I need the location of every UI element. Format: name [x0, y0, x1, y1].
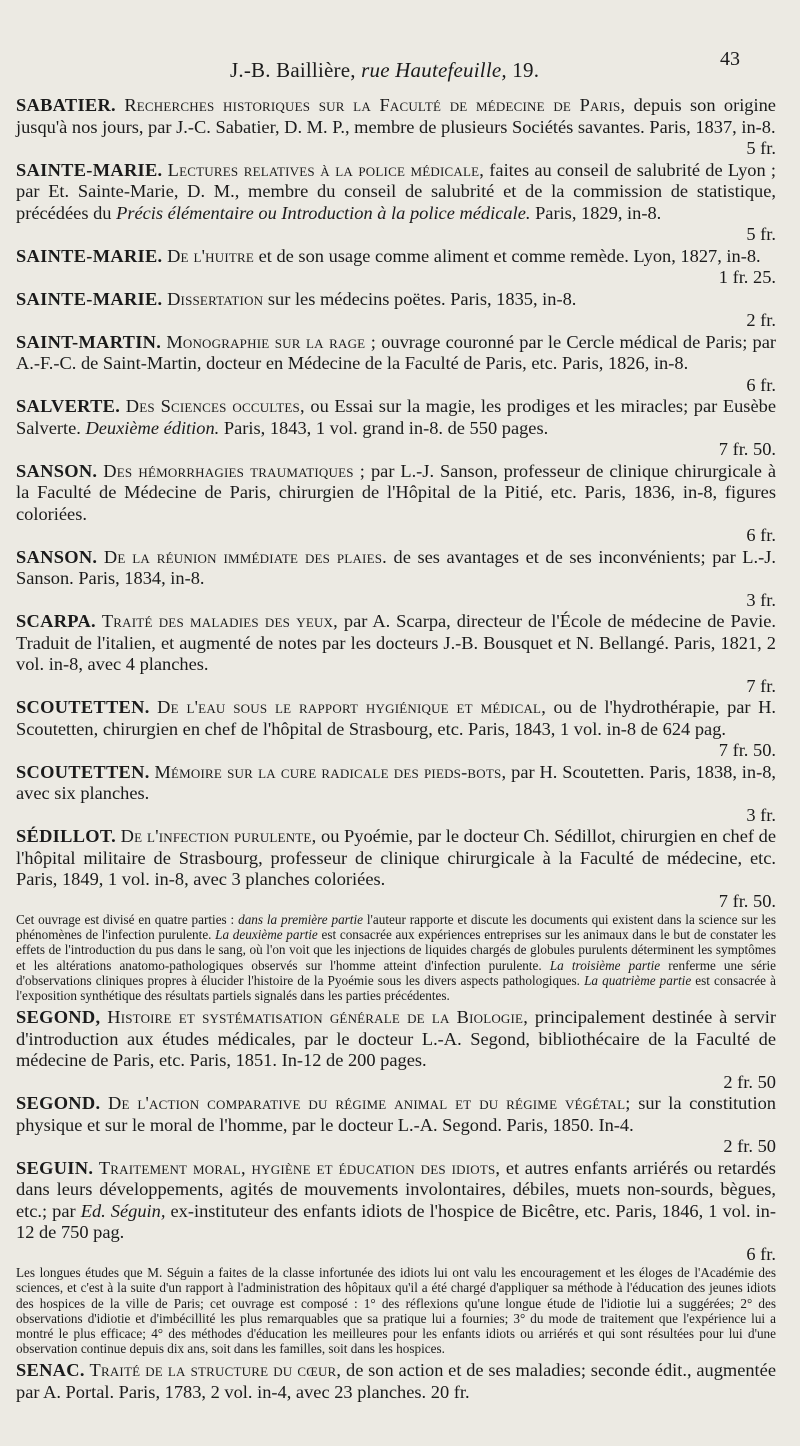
entry-sainte-marie-3 — [16, 289, 776, 332]
entry-author: SCARPA. — [16, 611, 96, 631]
entry-author: SABATIER. — [16, 95, 116, 115]
entry-body: depuis son origine jusqu'à nos jours, par J.-C. Sabatier, D. M. P., membre de plusieurs Sociétés savantes. Paris, 1837, in-8. — [16, 95, 776, 137]
entry-author: SCOUTETTEN. — [16, 697, 150, 717]
entry-body: principalement destinée à servir d'introduction aux études médicales, par le docteur L.-A. Segond, bibliothécaire de la Faculté de médecine de Paris, etc. Paris, 1851. In-12 de 200 pages. — [16, 1007, 776, 1071]
entry-author: SANSON. — [16, 546, 98, 567]
catalog-entries — [16, 95, 776, 1403]
entry-author: SEGOND. — [16, 1093, 101, 1114]
entry-body-end: Paris, 1829, in-8. — [535, 202, 662, 223]
entry-body-end: Paris, 1843, 1 vol. grand in-8. de 550 pages. — [223, 417, 549, 438]
note-italic: La quatrième partie — [584, 972, 692, 988]
entry-title: Des Sciences occultes, — [125, 396, 305, 416]
note-italic: La deuxième partie — [215, 927, 318, 943]
entry-scoutetten-2 — [16, 762, 776, 827]
entry-author: SEGUIN. — [16, 1157, 94, 1178]
entry-price: 7 fr. — [746, 675, 776, 696]
entry-salverte — [16, 396, 776, 461]
entry-price: 5 fr. — [746, 224, 776, 244]
entry-body: ou Essai sur la magie, les prodiges et les miracles; par Eusèbe Salverte. — [16, 396, 776, 438]
entry-price: 6 fr. — [746, 374, 776, 395]
entry-body-end: ex-instituteur des enfants idiots de l'hospice de Bicêtre, etc. Paris, 1846, 1 vol. in-12 de 750 pag. — [16, 1200, 776, 1243]
entry-body: et de son usage comme aliment et comme remède. Lyon, 1827, in-8. — [258, 245, 761, 266]
note-text: renferme une série d'observations cliniques propres à élucider l'histoire de la Pyoémie sous les divers aspects pathologiques. — [16, 957, 776, 988]
entry-author: SANSON. — [16, 460, 98, 481]
entry-body: ou de l'hydrothérapie, par H. Scoutetten, chirurgien en chef de l'hôpital de Strasbourg, etc. Paris, 1843, 1 vol. in-8 de 624 pag. — [16, 697, 776, 739]
running-header — [0, 48, 800, 98]
running-title — [230, 58, 539, 83]
entry-body: ou Pyoémie, par le docteur Ch. Sédillot, chirurgien en chef de l'hôpital militaire de Strasbourg, professeur de clinique chirurgicale à la Faculté de médecine, etc. Paris, 1849, 1 vol. in-8, avec 3 planches coloriées. — [16, 826, 776, 889]
entry-sabatier — [16, 95, 776, 160]
entry-price: 5 fr. — [746, 138, 776, 158]
publisher-name: J.-B. Baillière, — [230, 58, 356, 82]
entry-body: par L.-J. Sanson, professeur de clinique chirurgicale à la Faculté de Médecine de Paris, chirurgien de l'Hôpital de la Pitié, etc. Paris, 1836, in-8, figures coloriées. — [16, 460, 776, 524]
note-italic: La troisième partie — [549, 957, 661, 973]
entry-price: 7 fr. 50. — [718, 740, 776, 760]
entry-price: 3 fr. — [746, 804, 776, 825]
page-number: 43 — [720, 48, 740, 70]
entry-italic: Précis élémentaire ou Introduction à la police médicale. — [116, 202, 531, 223]
entry-sainte-marie-1 — [16, 160, 776, 246]
entry-italic: Ed. Séguin, — [80, 1200, 166, 1221]
entry-title: De l'eau sous le rapport hygiénique et médical, — [157, 697, 546, 717]
entry-price: 7 fr. 50. — [718, 439, 776, 459]
entry-title: Des hémorrhagies traumatiques ; — [103, 460, 366, 481]
entry-price: 2 fr. 50 — [723, 1071, 776, 1092]
entry-body: de son action et de ses maladies; seconde édit., augmentée par A. Portal. Paris, 1783, 2 vol. in-4, avec 23 planches. — [16, 1360, 776, 1402]
entry-sanson-2 — [16, 547, 776, 612]
entry-body: et autres enfants arriérés ou retardés dans leurs développements, agités de mouvements involontaires, débiles, muets non-sourds, bègues, etc.; par — [16, 1157, 776, 1221]
street-name: rue Hautefeuille, — [361, 58, 507, 82]
entry-price: 3 fr. — [746, 589, 776, 610]
entry-title: Recherches historiques sur la Faculté de médecine de Paris, — [124, 95, 626, 115]
entry-author: SAINTE-MARIE. — [16, 245, 163, 266]
entry-title: Traité de la structure du cœur, — [89, 1360, 342, 1381]
entry-body: sur la constitution physique et sur le moral de l'homme, par le docteur L.-A. Segond. Paris, 1850. In-4. — [16, 1093, 776, 1135]
entry-body: de ses avantages et de ses inconvénients; par L.-J. Sanson. Paris, 1834, in-8. — [16, 546, 776, 588]
note-sedillot — [16, 912, 776, 1003]
note-seguin: Les longues études que M. Séguin a faites de la classe infortunée des idiots lui ont valu les encouragement et les éloges de l'Académie des sciences, et c'est à la suite d'un rapport à l'administration des hôpitaux qu'il a été chargé d'appliquer sa méthode à l'éducation des jeunes idiots des hospices de la ville de Paris; cet ouvrage est composé : 1° des réflexions qu'une longue étude de l'idiotie lui a suggérées; 2° des observations d'idiotie et d'imbécillité les plus remarquables que sa pratique lui a fournies; 3° du mode de traitement que l'expérience lui a montré le plus efficace; 4° des méthodes d'éducation les meilleures pour les enfants idiots ou arriérés et qui sont résultées pour lui d'une observation continue depuis dix ans, soit dans les familles, soit dans les hospices. — [16, 1265, 776, 1357]
entry-title: De l'action comparative du régime animal et du régime végétal; — [107, 1093, 631, 1114]
entry-seguin — [16, 1158, 776, 1266]
entry-sainte-marie-2 — [16, 246, 776, 289]
entry-senac — [16, 1360, 776, 1403]
entry-title: De l'huitre — [167, 245, 254, 266]
entry-title: Mémoire sur la cure radicale des pieds-bots, — [154, 761, 507, 782]
entry-price: 20 fr. — [430, 1381, 470, 1402]
entry-body: par H. Scoutetten. Paris, 1838, in-8, avec six planches. — [16, 761, 777, 803]
entry-sedillot — [16, 826, 776, 912]
entry-italic: Deuxième édition. — [85, 417, 220, 438]
entry-price: 1 fr. 25. — [718, 267, 776, 287]
entry-author: SCOUTETTEN. — [16, 761, 150, 782]
entry-title: Dissertation — [167, 288, 264, 309]
entry-price: 2 fr. — [746, 310, 776, 330]
entry-saint-martin — [16, 332, 776, 397]
entry-segond-2 — [16, 1093, 776, 1158]
entry-segond-1 — [16, 1007, 776, 1093]
entry-title: Traitement moral, hygiène et éducation des idiots, — [98, 1157, 501, 1178]
entry-price: 6 fr. — [746, 1243, 776, 1264]
entry-title: Histoire et systématisation générale de la Biologie, — [107, 1007, 528, 1028]
entry-title: De la réunion immédiate des plaies. — [103, 546, 387, 567]
note-text: est consacrée aux expériences entreprises sur les animaux dans le but de constater les effets de l'introduction du pus dans le sang, où l'on voit que les injections de liquides chargés de globules purulents déterminent les symptômes et les altérations anatomo-pathologiques observés sur l'homme atteint d'infection purulente. — [16, 927, 777, 973]
entry-author: SAINTE-MARIE. — [16, 288, 163, 309]
entry-price: 7 fr. 50. — [718, 890, 776, 911]
note-text: est consacrée à l'exposition synthétique des résultats partiels signalés dans les parties précédentes. — [16, 972, 776, 1004]
note-italic: dans la première partie — [238, 912, 363, 927]
entry-price: 6 fr. — [746, 525, 776, 545]
note-text: l'auteur rapporte et discute les documents qui existent dans la science sur les phénomènes de l'infection purulente. — [16, 912, 776, 943]
entry-author: SEGOND, — [16, 1007, 101, 1028]
entry-author: SALVERTE. — [16, 396, 121, 416]
entry-author: SÉDILLOT. — [16, 826, 116, 846]
entry-scarpa — [16, 611, 776, 697]
entry-body: sur les médecins poëtes. Paris, 1835, in-8. — [267, 288, 577, 309]
entry-title: Monographie sur la rage ; — [166, 331, 377, 352]
entry-title: Traité des maladies des yeux, — [101, 611, 338, 631]
entry-author: SENAC. — [16, 1360, 85, 1381]
entry-title: Lectures relatives à la police médicale, — [167, 159, 485, 180]
entry-body: ouvrage couronné par le Cercle médical de Paris; par A.-F.-C. de Saint-Martin, docteur en Médecine de la Faculté de Paris, etc. Paris, 1826, in-8. — [16, 331, 776, 373]
entry-body: par A. Scarpa, directeur de l'École de médecine de Pavie. Traduit de l'italien, et augmenté de notes par les docteurs J.-B. Bousquet et N. Bellangé. Paris, 1821, 2 vol. in-8, avec 4 planches. — [16, 611, 776, 674]
entry-body: faites au conseil de salubrité de Lyon ; par Et. Sainte-Marie, D. M., membre du conseil de salubrité et de la commission de statistique, précédées du — [16, 159, 776, 223]
entry-scoutetten-1 — [16, 697, 776, 762]
entry-price: 2 fr. 50 — [723, 1136, 776, 1157]
entry-title: De l'infection purulente, — [120, 826, 317, 846]
entry-author: SAINT-MARTIN. — [16, 331, 162, 352]
note-text: Cet ouvrage est divisé en quatre parties : — [16, 912, 239, 927]
entry-author: SAINTE-MARIE. — [16, 159, 163, 180]
street-number: 19. — [512, 58, 540, 82]
entry-sanson-1 — [16, 461, 776, 547]
